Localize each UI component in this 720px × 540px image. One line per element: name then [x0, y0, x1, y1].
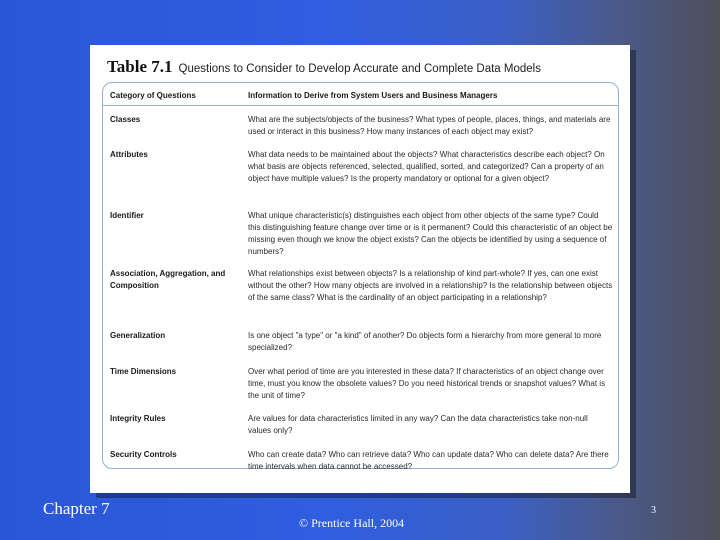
row-information: Is one object "a type" or "a kind" of another? Do objects form a hierarchy from more general to more specialized? — [248, 331, 602, 352]
row-information: What unique characteristic(s) distinguishes each object from other objects of the same type? Could this distinguishing feature change over time or is it permanent? Could this characteristic of an object be missing even though we know the object exists? Can the objects be identified by using a sequence of numbers? — [248, 211, 613, 256]
row-category: Association, Aggregation, and Composition — [110, 269, 226, 290]
header-information: Information to Derive from System Users and Business Managers — [248, 91, 498, 100]
row-category: Attributes — [110, 150, 148, 159]
row-information: Are values for data characteristics limited in any way? Can the data characteristics take non-null values only? — [248, 414, 588, 435]
row-category: Identifier — [110, 211, 144, 220]
row-category: Time Dimensions — [110, 367, 177, 376]
row-information: What are the subjects/objects of the business? What types of people, places, things, and materials are used or interact in this business? How many instances of each object may exist? — [248, 115, 611, 136]
row-information: Over what period of time are you interested in these data? If characteristics of an object change over time, must you know the obsolete values? Do you need historical trends or snapshot values? What is the unit of time? — [248, 367, 606, 400]
row-information: Who can create data? Who can retrieve data? Who can update data? Who can delete data? Are there time intervals when data cannot be accessed? — [248, 450, 609, 471]
row-category: Security Controls — [110, 450, 177, 459]
row-category: Classes — [110, 115, 141, 124]
table-header-row — [103, 83, 618, 106]
questions-table — [102, 82, 619, 469]
copyright-text: © Prentice Hall, 2004 — [299, 516, 405, 530]
row-category: Generalization — [110, 331, 166, 340]
row-information: What data needs to be maintained about the objects? What characteristics describe each object? On what basis are objects referenced, selected, qualified, sorted, and categorized? Can a property of an object have multiple values? Is the property mandatory or optional for a given object? — [248, 150, 605, 183]
table-caption: Questions to Consider to Develop Accurate and Complete Data Models — [178, 63, 541, 75]
table-number: Table 7.1 — [107, 57, 173, 76]
header-category: Category of Questions — [110, 91, 196, 100]
row-category: Integrity Rules — [110, 414, 166, 423]
table-title — [107, 57, 541, 77]
chapter-label: Chapter 7 — [43, 499, 110, 518]
table-figure — [90, 45, 630, 493]
row-information: What relationships exist between objects? Is a relationship of kind part-whole? If yes, can one exist without the other? How many objects are involved in a relationship? Is the relationship between objects of the same class? What is the cardinality of an object participating in a relationship? — [248, 269, 613, 302]
page-number: 3 — [651, 505, 656, 516]
